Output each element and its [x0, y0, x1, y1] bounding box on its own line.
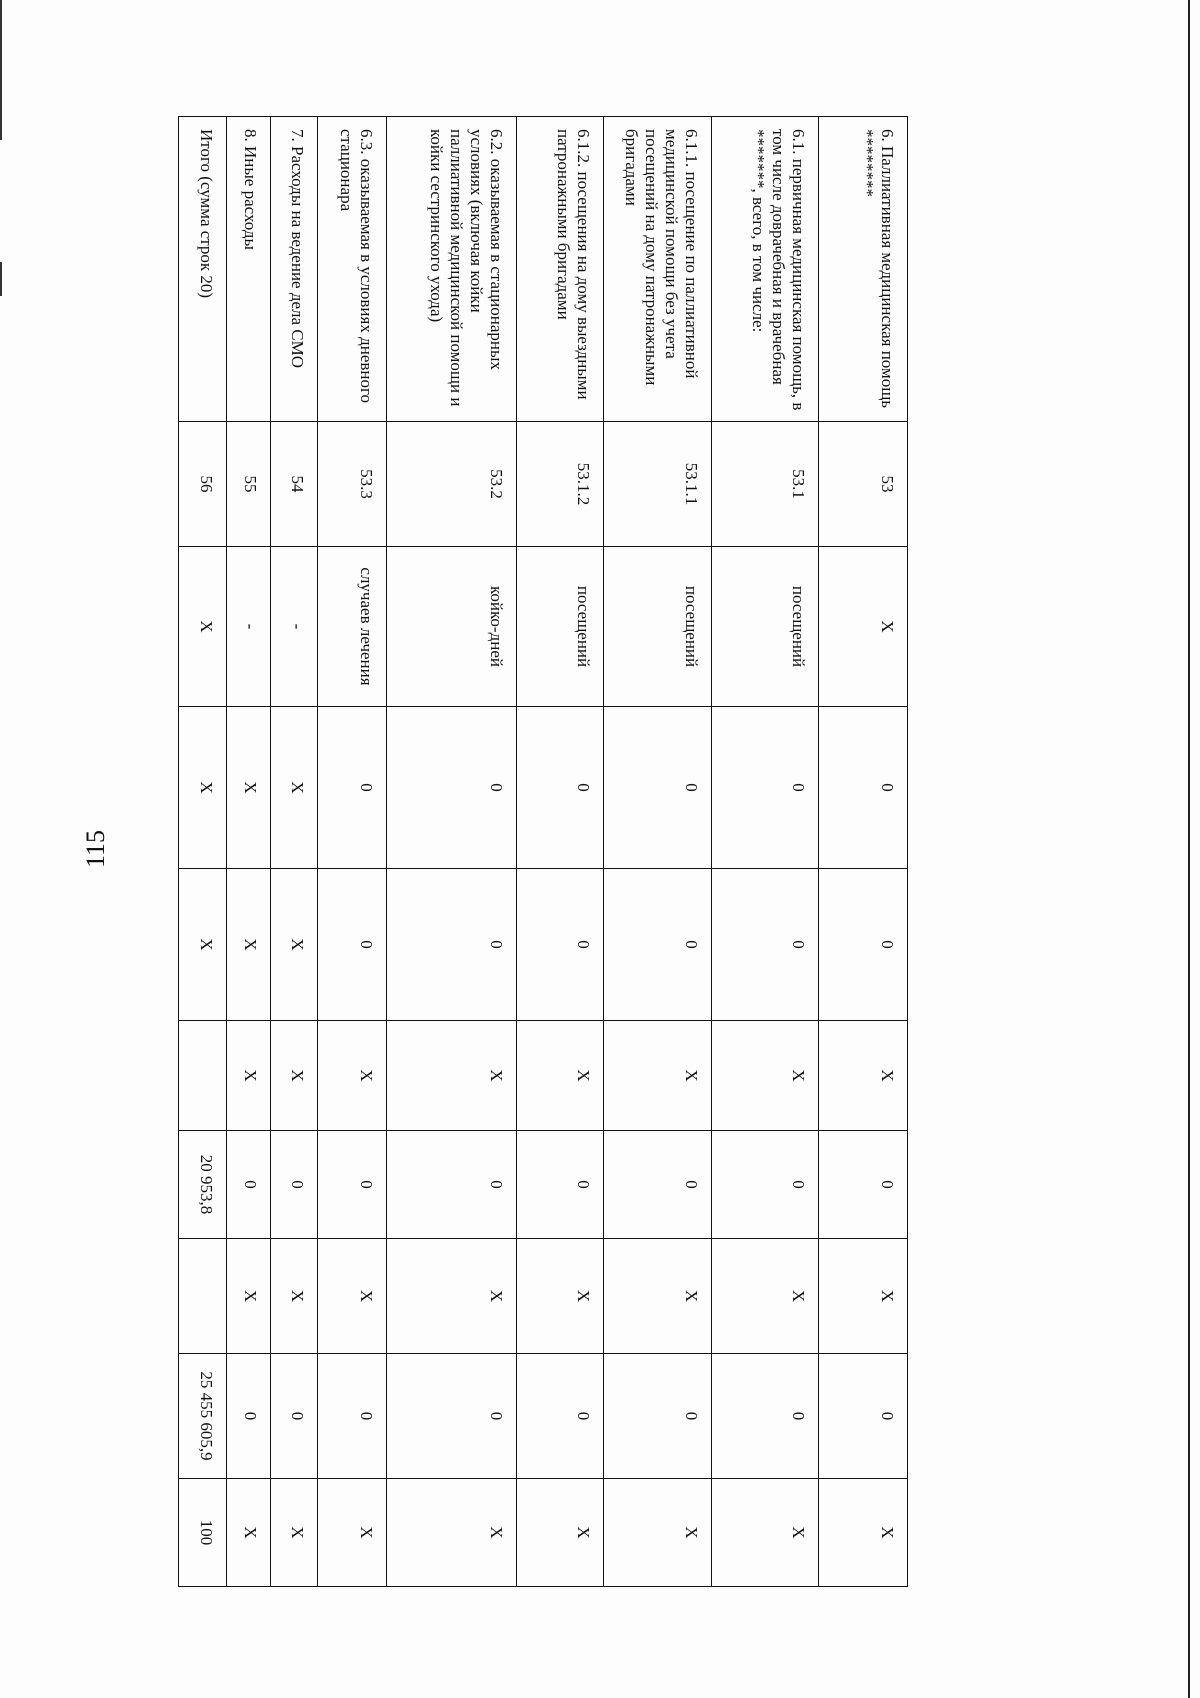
row-unit: - [270, 547, 317, 707]
row-name: 7. Расходы на ведение дела СМО [270, 117, 317, 422]
cell: 0 [386, 707, 516, 869]
row-code: 53.1 [711, 422, 818, 547]
cell: 0 [516, 1354, 604, 1479]
table-row [386, 117, 516, 1587]
cell: 0 [819, 1354, 908, 1479]
table-row [318, 117, 386, 1587]
cell: 0 [516, 869, 604, 1021]
cell: X [226, 1021, 270, 1131]
cell: 0 [386, 869, 516, 1021]
cell: X [226, 869, 270, 1021]
cell: 0 [516, 707, 604, 869]
cell: X [386, 1479, 516, 1587]
row-unit: посещений [711, 547, 818, 707]
cell: X [270, 1239, 317, 1354]
cell: X [226, 707, 270, 869]
cell: 0 [318, 869, 386, 1021]
cell: X [819, 1239, 908, 1354]
cell: X [226, 1239, 270, 1354]
cell: X [516, 1021, 604, 1131]
table-row [179, 117, 227, 1587]
rotated-table-wrapper [178, 116, 908, 1586]
row-unit: случаев лечения [318, 547, 386, 707]
row-unit: посещений [516, 547, 604, 707]
cell: X [604, 1021, 711, 1131]
row-name: 6.3. оказываемая в условиях дневного стационара [318, 117, 386, 422]
row-name: 6.1.2. посещения на дому выездными патронажными бригадами [516, 117, 604, 422]
row-code: 53.2 [386, 422, 516, 547]
cell: 0 [819, 707, 908, 869]
table-row [711, 117, 818, 1587]
cell: 0 [386, 1131, 516, 1239]
cell: 0 [226, 1131, 270, 1239]
cell: 0 [604, 869, 711, 1021]
cell: 0 [604, 707, 711, 869]
cell: 0 [711, 707, 818, 869]
row-code: 56 [179, 422, 227, 547]
row-name: Итого (сумма строк 20) [179, 117, 227, 422]
cell: X [516, 1479, 604, 1587]
scan-edge-right [1188, 0, 1190, 1698]
row-code: 53.1.2 [516, 422, 604, 547]
cell: X [386, 1021, 516, 1131]
scan-edge-left [0, 0, 2, 140]
table-row [516, 117, 604, 1587]
row-unit: X [819, 547, 908, 707]
row-name: 6.1. первичная медицинская помощь, в том числе доврачебная и врачебная *******, всего, в том числе: [711, 117, 818, 422]
page-number: 115 [81, 829, 110, 869]
cell: X [711, 1021, 818, 1131]
cell: X [270, 1479, 317, 1587]
cell: X [318, 1239, 386, 1354]
row-code: 53.3 [318, 422, 386, 547]
cell: 0 [270, 1354, 317, 1479]
table-row [604, 117, 711, 1587]
cell: X [819, 1021, 908, 1131]
cell: 0 [604, 1131, 711, 1239]
cell [179, 1021, 227, 1131]
cell: X [318, 1021, 386, 1131]
row-unit: - [226, 547, 270, 707]
table-row [819, 117, 908, 1587]
cell: 0 [386, 1354, 516, 1479]
row-name: 8. Иные расходы [226, 117, 270, 422]
table-row [270, 117, 317, 1587]
cell: 20 953,8 [179, 1131, 227, 1239]
cell: X [270, 869, 317, 1021]
cell: 0 [318, 707, 386, 869]
row-code: 53.1.1 [604, 422, 711, 547]
cell: X [604, 1479, 711, 1587]
cell: 0 [819, 1131, 908, 1239]
cell: 0 [270, 1131, 317, 1239]
table-body [179, 117, 908, 1587]
cell: X [179, 707, 227, 869]
cell: X [711, 1479, 818, 1587]
row-name: 6.2. оказываемая в стационарных условиях (включая койки паллиативной медицинской помощи и койки сестринского ухода) [386, 117, 516, 422]
scan-edge-left-mark [0, 262, 2, 296]
row-unit: X [179, 547, 227, 707]
cell: X [226, 1479, 270, 1587]
cell: 0 [711, 1131, 818, 1239]
cell [179, 1239, 227, 1354]
row-name: 6. Паллиативная медицинская помощь ******** [819, 117, 908, 422]
cell: X [604, 1239, 711, 1354]
data-table [178, 116, 908, 1587]
row-code: 54 [270, 422, 317, 547]
cell: 25 455 605,9 [179, 1354, 227, 1479]
cell: 0 [516, 1131, 604, 1239]
cell: 0 [819, 869, 908, 1021]
cell: X [516, 1239, 604, 1354]
cell: 0 [711, 869, 818, 1021]
cell: 0 [711, 1354, 818, 1479]
cell: X [179, 869, 227, 1021]
cell: 0 [226, 1354, 270, 1479]
cell: 0 [318, 1354, 386, 1479]
row-unit: посещений [604, 547, 711, 707]
table-row [226, 117, 270, 1587]
row-name: 6.1.1. посещение по паллиативной медицинской помощи без учета посещений на дому патронажными бригадами [604, 117, 711, 422]
cell: 0 [318, 1131, 386, 1239]
cell: X [711, 1239, 818, 1354]
row-code: 53 [819, 422, 908, 547]
cell: 100 [179, 1479, 227, 1587]
cell: X [318, 1479, 386, 1587]
cell: X [270, 1021, 317, 1131]
row-unit: койко-дней [386, 547, 516, 707]
cell: X [386, 1239, 516, 1354]
cell: 0 [604, 1354, 711, 1479]
cell: X [819, 1479, 908, 1587]
row-code: 55 [226, 422, 270, 547]
cell: X [270, 707, 317, 869]
